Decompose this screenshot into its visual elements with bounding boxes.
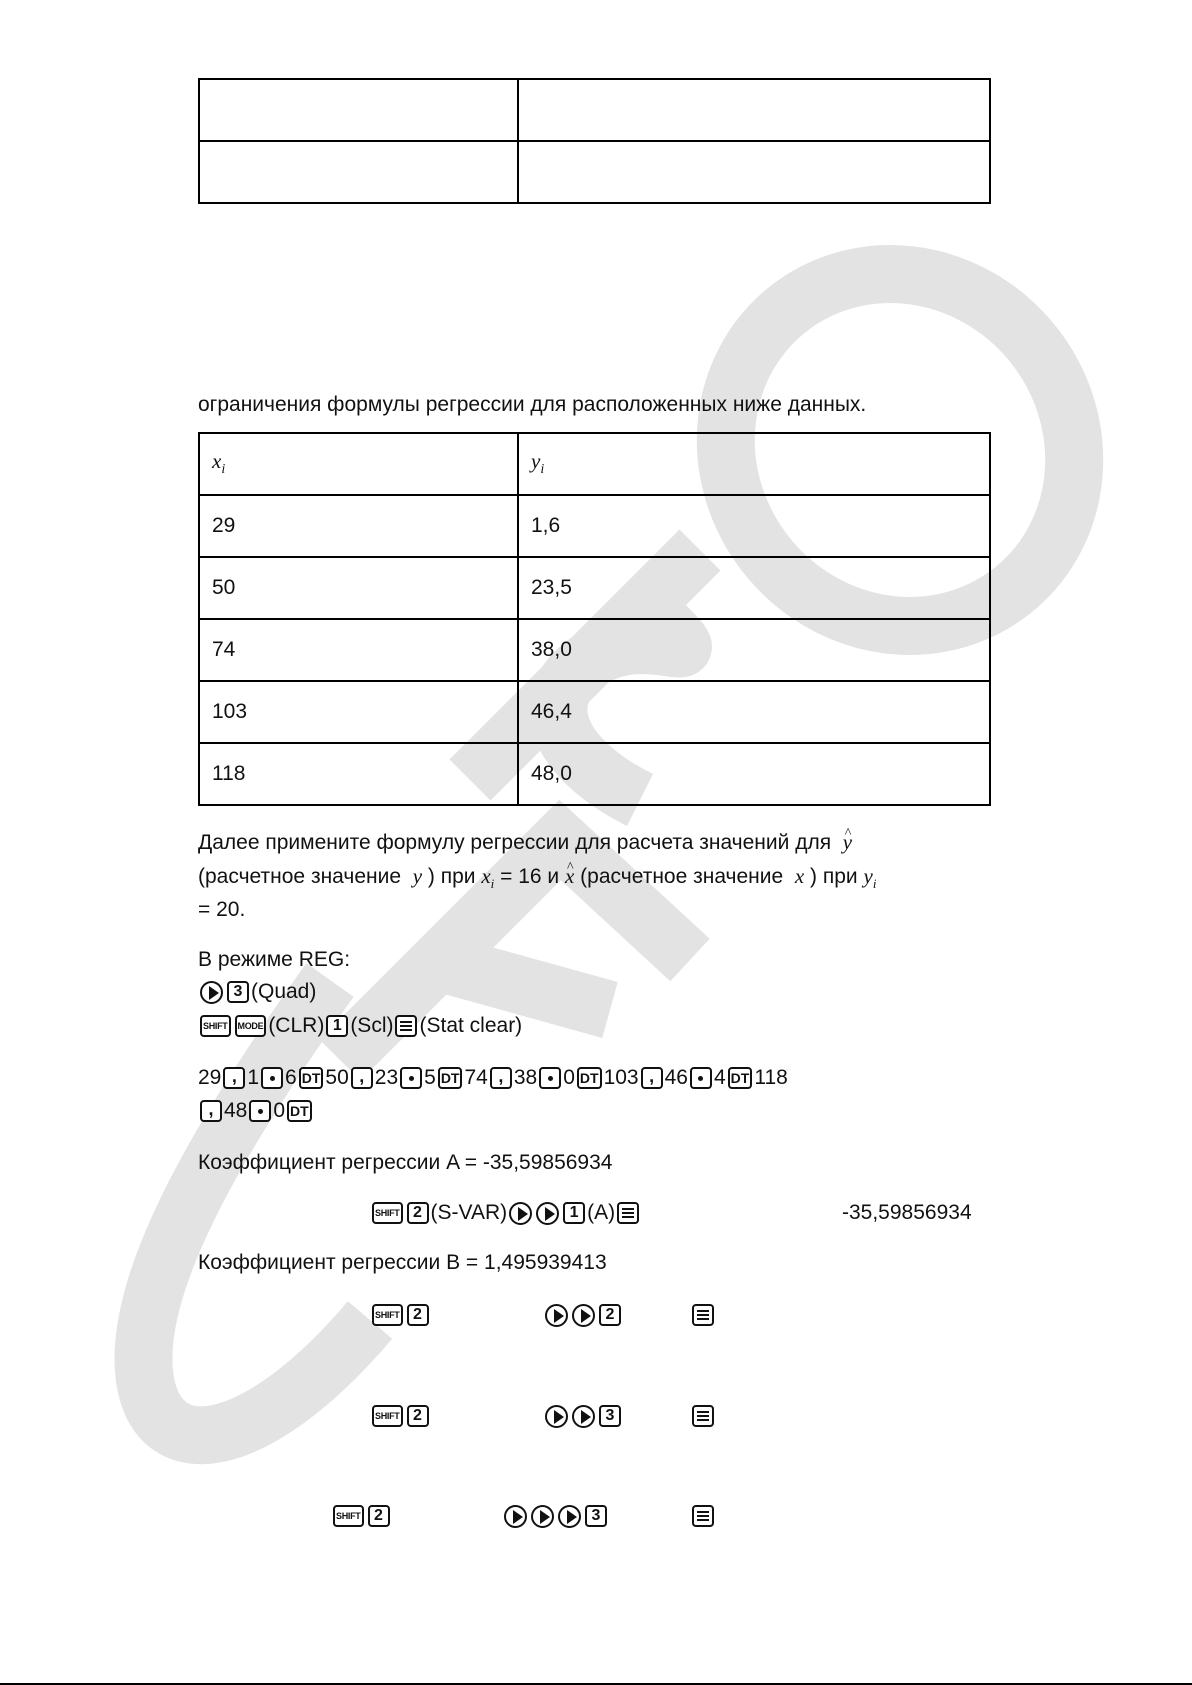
header-x: $x_i$ bbox=[199, 433, 518, 495]
coef-a-keys: SHIFT 2 (S-VAR) 1 (A) bbox=[370, 1200, 641, 1225]
cell-x: 50 bbox=[199, 557, 518, 619]
coef-b-label: Коэффициент регрессии B = 1,495939413 bbox=[198, 1251, 607, 1274]
table-row bbox=[199, 681, 990, 743]
cell-x: 118 bbox=[199, 743, 518, 805]
right-arrow-key bbox=[545, 1405, 568, 1428]
intro-line: ограничения формулы регрессии для расположенных ниже данных. bbox=[198, 393, 867, 416]
table-row bbox=[199, 619, 990, 681]
entry-line-2: , 48 0 DT bbox=[198, 1098, 314, 1123]
table-header-row bbox=[199, 433, 990, 495]
right-arrow-key bbox=[572, 1304, 595, 1327]
cell-x: 103 bbox=[199, 681, 518, 743]
estimate-equals bbox=[690, 1503, 716, 1528]
point-key bbox=[249, 1100, 271, 1122]
cell-y: 46,4 bbox=[518, 681, 990, 743]
mode-key: MODE bbox=[235, 1015, 267, 1037]
right-arrow-key bbox=[536, 1202, 559, 1225]
comma-key: , bbox=[641, 1067, 663, 1089]
cell-y: 1,6 bbox=[518, 495, 990, 557]
paragraph-line-1: Далее примените формулу регрессии для расчета значений для ^ y bbox=[198, 830, 852, 855]
key-2: 2 bbox=[407, 1405, 429, 1427]
paragraph-line-3: = 20. bbox=[198, 898, 246, 921]
equals-key bbox=[617, 1202, 639, 1224]
coef-b-keys-shift bbox=[370, 1302, 431, 1327]
table-row bbox=[199, 557, 990, 619]
point-key bbox=[539, 1067, 561, 1089]
cell-y: 38,0 bbox=[518, 619, 990, 681]
point-key bbox=[261, 1067, 283, 1089]
equals-key bbox=[692, 1304, 714, 1326]
dt-key: DT bbox=[577, 1067, 602, 1089]
right-arrow-key bbox=[504, 1505, 527, 1528]
table-cell bbox=[518, 141, 990, 203]
cell-y: 48,0 bbox=[518, 743, 990, 805]
key-3: 3 bbox=[599, 1405, 621, 1427]
cell-x: 29 bbox=[199, 495, 518, 557]
coef-c-equals bbox=[690, 1403, 716, 1428]
right-arrow-key bbox=[200, 981, 223, 1004]
estimate-keys-shift bbox=[331, 1503, 392, 1528]
key-3: 3 bbox=[585, 1505, 607, 1527]
table-row bbox=[199, 495, 990, 557]
shift-key: SHIFT bbox=[333, 1505, 364, 1527]
table-cell bbox=[199, 79, 518, 141]
right-arrow-key bbox=[509, 1202, 532, 1225]
table-row bbox=[199, 743, 990, 805]
shift-key: SHIFT bbox=[372, 1405, 403, 1427]
key-2: 2 bbox=[407, 1304, 429, 1326]
coef-b-keys-arrows bbox=[543, 1302, 623, 1327]
comma-key: , bbox=[200, 1100, 222, 1122]
entry-line-1: 29 , 1 6 DT 50 , 23 5 DT 74 , 38 0 DT 103 , 46 4 DT 118 bbox=[198, 1066, 788, 1089]
key-2: 2 bbox=[599, 1304, 621, 1326]
dt-key: DT bbox=[728, 1067, 753, 1089]
right-arrow-key bbox=[545, 1304, 568, 1327]
paragraph-line-2: (расчетное значение y ) при $x_i = 16$ и ^ x (расчетное значение x ) при $y_i$ bbox=[198, 864, 876, 896]
comma-key: , bbox=[223, 1067, 245, 1089]
estimate-keys-arrows bbox=[502, 1503, 609, 1528]
dt-key: DT bbox=[299, 1067, 324, 1089]
cell-x: 74 bbox=[199, 619, 518, 681]
table-cell bbox=[199, 141, 518, 203]
key-3: 3 bbox=[227, 981, 249, 1003]
right-arrow-key bbox=[558, 1505, 581, 1528]
key-1: 1 bbox=[326, 1015, 348, 1037]
coef-a-result: -35,59856934 bbox=[842, 1201, 972, 1224]
key-2: 2 bbox=[407, 1202, 429, 1224]
right-arrow-key bbox=[531, 1505, 554, 1528]
shift-key: SHIFT bbox=[372, 1202, 403, 1224]
table-cell bbox=[518, 79, 990, 141]
point-key bbox=[400, 1067, 422, 1089]
dt-key: DT bbox=[438, 1067, 463, 1089]
shift-key: SHIFT bbox=[200, 1015, 231, 1037]
comma-key: , bbox=[490, 1067, 512, 1089]
coef-a-label: Коэффициент регрессии A = -35,59856934 bbox=[198, 1151, 613, 1174]
point-key bbox=[690, 1067, 712, 1089]
key-1: 1 bbox=[563, 1202, 585, 1224]
coef-b-equals bbox=[690, 1302, 716, 1327]
header-y: $y_i$ bbox=[518, 433, 990, 495]
dt-key: DT bbox=[287, 1100, 312, 1122]
equals-key bbox=[692, 1505, 714, 1527]
mode-line: В режиме REG: bbox=[198, 948, 351, 971]
quad-line: 3 (Quad) bbox=[198, 979, 316, 1004]
coef-c-keys-shift bbox=[370, 1403, 431, 1428]
shift-key: SHIFT bbox=[372, 1304, 403, 1326]
key-2: 2 bbox=[368, 1505, 390, 1527]
right-arrow-key bbox=[572, 1405, 595, 1428]
data-table bbox=[198, 432, 991, 806]
comma-key: , bbox=[351, 1067, 373, 1089]
clear-line: SHIFT MODE (CLR) 1 (Scl) (Stat clear) bbox=[198, 1013, 522, 1038]
top-table bbox=[198, 78, 991, 204]
coef-c-keys-arrows bbox=[543, 1403, 623, 1428]
cell-y: 23,5 bbox=[518, 557, 990, 619]
equals-key bbox=[395, 1015, 417, 1037]
equals-key bbox=[692, 1405, 714, 1427]
